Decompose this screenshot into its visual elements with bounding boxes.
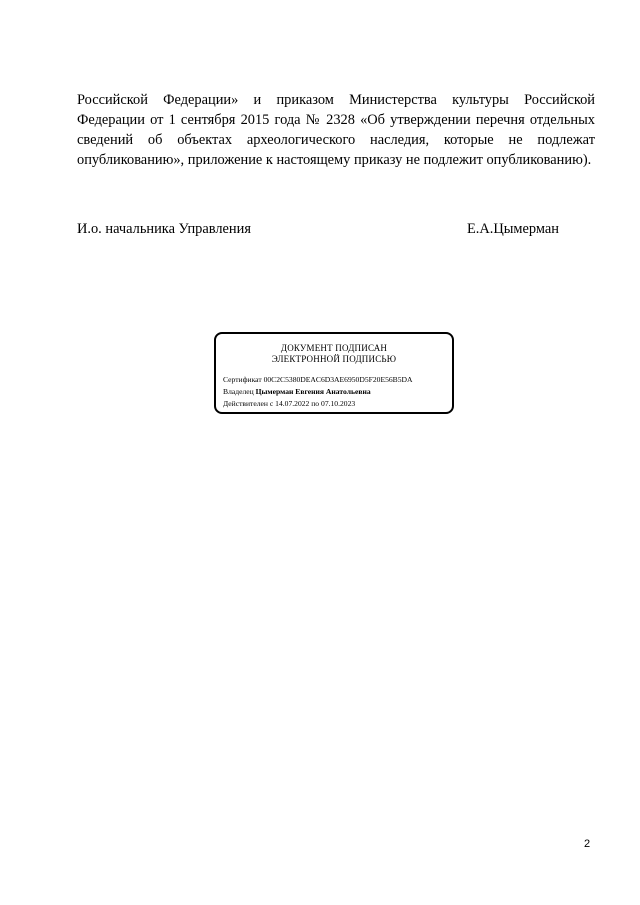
page-number: 2 xyxy=(584,838,591,850)
stamp-validity-label: Действителен xyxy=(223,399,268,408)
stamp-title-line1: ДОКУМЕНТ ПОДПИСАН xyxy=(280,343,388,353)
electronic-signature-stamp xyxy=(214,332,454,414)
stamp-owner-label: Владелец xyxy=(223,387,254,396)
stamp-title-line2: ЭЛЕКТРОННОЙ ПОДПИСЬЮ xyxy=(271,354,397,364)
stamp-validity-to-word: по xyxy=(311,399,320,408)
stamp-certificate-label: Сертификат xyxy=(223,375,262,384)
stamp-validity xyxy=(223,399,355,409)
body-paragraph: Российской Федерации» и приказом Министерства культуры Российской Федерации от 1 сентября 2015 года № 2328 «Об утверждении перечня отдельных сведений об объектах археологического наследия, которые не подлежат опубликованию», приложение к настоящему приказу не подлежит опубликованию). xyxy=(77,92,595,168)
stamp-validity-from: 14.07.2022 xyxy=(275,399,310,408)
stamp-certificate-value: 00C2C5380DEAC6D3AE6950D5F20E56B5DA xyxy=(263,375,413,384)
stamp-owner xyxy=(223,387,371,397)
stamp-certificate xyxy=(223,375,413,385)
stamp-validity-from-word: с xyxy=(269,399,274,408)
signatory-name: Е.А.Цымерман xyxy=(466,221,559,237)
signatory-role: И.о. начальника Управления xyxy=(77,221,251,237)
stamp-owner-value: Цымерман Евгения Анатольевна xyxy=(255,387,371,396)
stamp-validity-to: 07.10.2023 xyxy=(321,399,356,408)
